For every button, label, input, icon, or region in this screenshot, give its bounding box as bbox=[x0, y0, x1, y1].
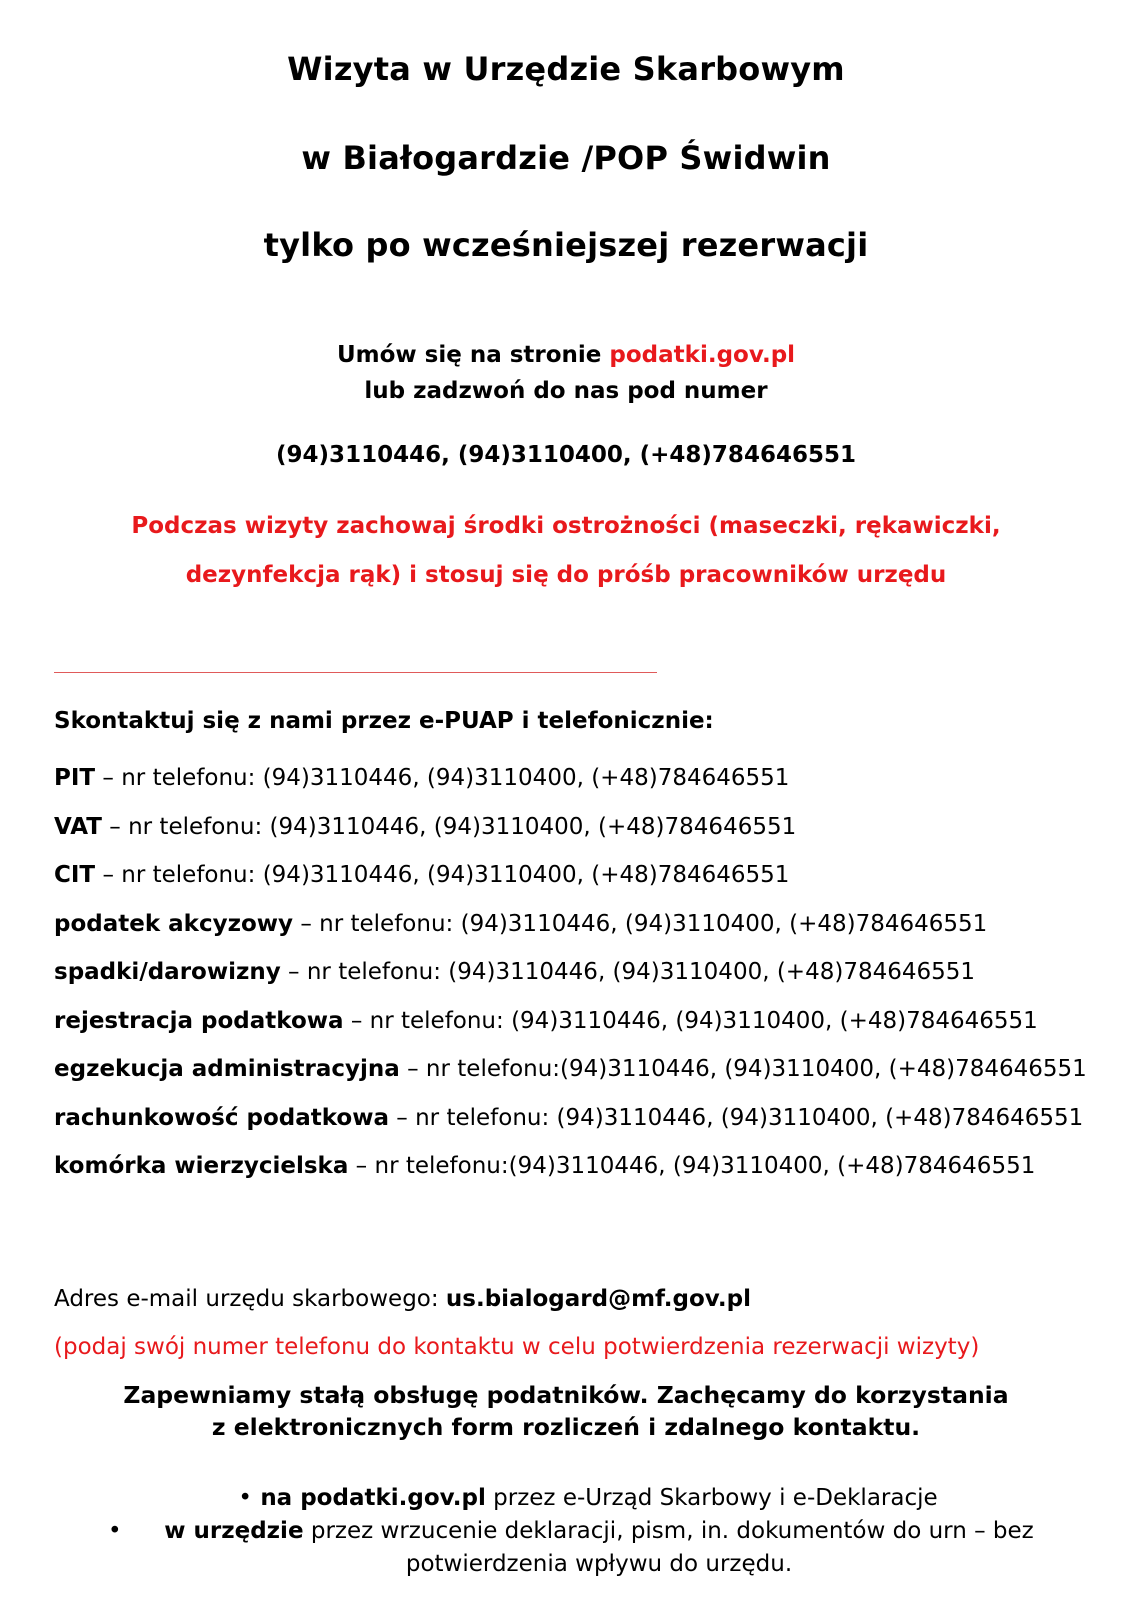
booking-line-1 bbox=[0, 342, 1132, 368]
dept-phones: – nr telefonu: (94)3110446, (94)3110400, (+48)784646551 bbox=[280, 959, 976, 985]
section-divider bbox=[54, 672, 657, 673]
email-address[interactable]: us.bialogard@mf.gov.pl bbox=[445, 1286, 751, 1312]
phone-note: (podaj swój numer telefonu do kontaktu w celu potwierdzenia rezerwacji wizyty) bbox=[54, 1334, 980, 1360]
contact-row-creditor bbox=[54, 1142, 1094, 1191]
warning-line-1: Podczas wizyty zachowaj środki ostrożności (maseczki, rękawiczki, bbox=[131, 513, 1001, 539]
closing-line-2: z elektronicznych form rozliczeń i zdalnego kontaktu. bbox=[211, 1413, 921, 1441]
title-line-1: Wizyta w Urzędzie Skarbowym bbox=[287, 50, 845, 88]
contact-row-vat bbox=[54, 803, 1094, 852]
dept-label: rachunkowość podatkowa bbox=[54, 1104, 389, 1131]
contact-title: Skontaktuj się z nami przez e-PUAP i telefonicznie: bbox=[54, 708, 714, 734]
email-line bbox=[54, 1286, 751, 1312]
booking-phones: (94)3110446, (94)3110400, (+48)784646551 bbox=[276, 442, 856, 468]
email-label: Adres e-mail urzędu skarbowego: bbox=[54, 1286, 446, 1312]
booking-line-2: lub zadzwoń do nas pod numer bbox=[364, 378, 768, 404]
dept-label: spadki/darowizny bbox=[54, 959, 281, 985]
contact-row-pit bbox=[54, 754, 1094, 803]
contact-row-excise bbox=[54, 900, 1094, 949]
dept-label: CIT bbox=[54, 862, 96, 888]
title-line-2: w Białogardzie /POP Świdwin bbox=[301, 139, 831, 177]
title-line-3: tylko po wcześniejszej rezerwacji bbox=[263, 226, 869, 264]
bullet-icon: • bbox=[238, 1485, 252, 1511]
dept-label: egzekucja administracyjna bbox=[54, 1056, 400, 1082]
bullet-bold: na podatki.gov.pl bbox=[260, 1485, 486, 1511]
dept-phones: – nr telefonu: (94)3110446, (94)3110400, (+48)784646551 bbox=[95, 862, 790, 888]
bullet-text bbox=[260, 1482, 937, 1515]
contact-row-cit bbox=[54, 851, 1094, 900]
dept-phones: – nr telefonu: (94)3110446, (94)3110400, (+48)784646551 bbox=[95, 765, 790, 791]
booking-prefix: Umów się na stronie bbox=[336, 342, 610, 368]
bullet-item-online bbox=[108, 1482, 1068, 1515]
bullet-bold: w urzędzie bbox=[164, 1518, 304, 1544]
contact-list bbox=[54, 754, 1094, 1191]
bullet-rest: przez wrzucenie deklaracji, pism, in. dokumentów do urn – bez potwierdzenia wpływu do urzędu. bbox=[303, 1518, 1034, 1577]
dept-label: PIT bbox=[54, 765, 96, 791]
closing-line-1: Zapewniamy stałą obsługę podatników. Zachęcamy do korzystania bbox=[123, 1381, 1009, 1409]
dept-phones: – nr telefonu:(94)3110446, (94)3110400, (+48)784646551 bbox=[399, 1056, 1087, 1082]
dept-label: rejestracja podatkowa bbox=[54, 1007, 344, 1034]
contact-row-accounting bbox=[54, 1094, 1094, 1143]
bullet-list bbox=[108, 1482, 1068, 1581]
dept-phones: – nr telefonu: (94)3110446, (94)3110400, (+48)784646551 bbox=[293, 910, 988, 937]
bullet-text bbox=[130, 1515, 1068, 1581]
dept-phones: – nr telefonu: (94)3110446, (94)3110400, (+48)784646551 bbox=[101, 813, 797, 840]
dept-phones: – nr telefonu: (94)3110446, (94)3110400, (+48)784646551 bbox=[343, 1007, 1038, 1034]
dept-phones: – nr telefonu:(94)3110446, (94)3110400, (+48)784646551 bbox=[348, 1153, 1036, 1179]
bullet-rest: przez e-Urząd Skarbowy i e-Deklaracje bbox=[485, 1485, 938, 1511]
bullet-icon: • bbox=[108, 1518, 122, 1544]
warning-line-2: dezynfekcja rąk) i stosuj się do próśb pracowników urzędu bbox=[185, 562, 947, 588]
dept-label: VAT bbox=[54, 813, 102, 840]
contact-row-enforcement bbox=[54, 1045, 1094, 1094]
bullet-item-office bbox=[108, 1515, 1068, 1581]
dept-phones: – nr telefonu: (94)3110446, (94)3110400, (+48)784646551 bbox=[388, 1104, 1084, 1131]
dept-label: komórka wierzycielska bbox=[54, 1153, 349, 1179]
booking-site-link[interactable]: podatki.gov.pl bbox=[609, 342, 796, 368]
dept-label: podatek akcyzowy bbox=[54, 910, 294, 937]
contact-row-inheritance bbox=[54, 948, 1094, 997]
contact-row-registration bbox=[54, 997, 1094, 1046]
